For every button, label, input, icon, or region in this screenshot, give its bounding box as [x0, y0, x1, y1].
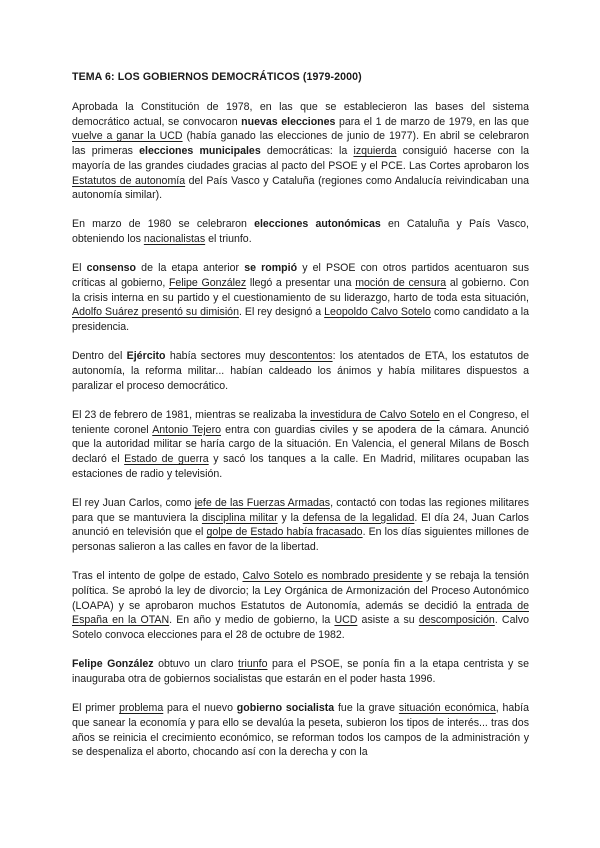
underlined-term: moción de censura [355, 277, 447, 290]
text-run: El primer [72, 702, 120, 715]
paragraph-8 [72, 657, 529, 686]
text-run: . En año y medio de gobierno, la [169, 614, 335, 627]
underlined-term: entrada de España en la OTAN [72, 599, 529, 627]
underlined-term: UCD [334, 614, 358, 627]
paragraph-1 [72, 100, 529, 203]
underlined-term: Estado de guerra [124, 453, 209, 466]
text-run: fue la grave [334, 702, 399, 715]
text-run: . El rey designó a [238, 306, 325, 319]
text-run: para el 1 de marzo de 1979, en las que [335, 115, 529, 128]
bold-term: consenso [86, 262, 137, 275]
bold-term: nuevas elecciones [241, 115, 336, 128]
underlined-term: Adolfo Suárez presentó su dimisión [72, 306, 239, 319]
underlined-term: jefe de las Fuerzas Armadas [194, 496, 331, 509]
bold-term: elecciones autonómicas [254, 218, 381, 231]
underlined-term: investidura de Calvo Sotelo [310, 408, 440, 421]
text-run: consiguió hacerse con la mayoría de las grandes ciudades gracias al pacto del PSOE y el PCE. Las Cortes aprobaron los [72, 145, 529, 172]
text-run: en el Congreso, el teniente coronel [72, 408, 529, 436]
document-body [72, 100, 529, 760]
text-run: El [72, 262, 87, 275]
text-run: , contactó con todas las regiones militares para que se mantuviera la [72, 496, 529, 524]
underlined-term: descontentos [269, 350, 333, 363]
underlined-term: descomposición [418, 614, 495, 627]
text-run: democráticas: la [260, 145, 354, 158]
text-run: y el PSOE con otros partidos acentuaron sus críticas al gobierno, [72, 262, 529, 290]
underlined-term: golpe de Estado había fracasado [206, 526, 363, 539]
underlined-term: Calvo Sotelo es nombrado presidente [242, 570, 423, 583]
paragraph-6 [72, 496, 529, 555]
text-run: , había que sanear la economía y para ello se devalúa la peseta, subieron los tipos de interés... tras dos años se reinicia el crecimiento económico, se reforman todos los campos de la administración y se despenaliza el aborto, chocando así con la derecha y con la [72, 702, 530, 759]
underlined-term: Estatutos de autonomía [72, 174, 186, 187]
paragraph-5 [72, 408, 529, 482]
text-run: llegó a presentar una [246, 277, 356, 290]
paragraph-3 [72, 261, 529, 335]
bold-term: Ejército [126, 350, 166, 363]
paragraph-9 [72, 701, 529, 760]
text-run: Tras el intento de golpe de estado, [72, 570, 243, 583]
underlined-term: triunfo [238, 658, 268, 671]
text-run: El rey Juan Carlos, como [72, 496, 195, 509]
text-run: En marzo de 1980 se celebraron [72, 218, 255, 231]
underlined-term: Leopoldo Calvo Sotelo [324, 306, 431, 319]
text-run: y sacó los tanques a la calle. En Madrid, militares ocupaban las estaciones de radio y televisión. [72, 453, 529, 480]
text-run: (había ganado las elecciones de junio de 1977). En abril se celebraron las primeras [72, 130, 529, 158]
text-run: Aprobada la Constitución de 1978, en las que se establecieron las bases del sistema democrático actual, se convocaron [72, 101, 529, 128]
bold-term: elecciones municipales [139, 145, 261, 158]
underlined-term: defensa de la legalidad [302, 511, 415, 524]
text-run: entra con guardias civiles y se apodera de la cámara. Anunció que la autoridad militar se haría cargo de la situación. En Valencia, el general Milans de Bosch declaró el [72, 423, 529, 466]
paragraph-7 [72, 569, 529, 643]
underlined-term: nacionalistas [143, 233, 206, 246]
text-run: había sectores muy [165, 350, 270, 363]
underlined-term: izquierda [353, 145, 397, 158]
text-run: . El día 24, Juan Carlos anunció en televisión que el [72, 511, 529, 539]
text-run: : los atentados de ETA, los estatutos de autonomía, la reforma militar... habían caldeado los ánimos y había militares dispuestos a paralizar el proceso democrático. [72, 350, 529, 392]
underlined-term: Antonio Tejero [152, 423, 221, 436]
text-run: Dentro del [72, 350, 127, 363]
text-run: y se rebaja la tensión política. Se aprobó la ley de divorcio; la Ley Orgánica de Armonización del Proceso Autonómico (LOAPA) y se aprobaron muchos Estatutos de Autonomía, además se decidió la [72, 570, 530, 612]
underlined-term: disciplina militar [201, 511, 278, 524]
text-run: en Cataluña y País Vasco, obteniendo los [72, 218, 529, 246]
paragraph-2 [72, 217, 529, 246]
text-run: al gobierno. Con la crisis interna en su partido y el cuestionamiento de su liderazgo, harto de toda esta situación, [72, 277, 529, 304]
underlined-term: vuelve a ganar la UCD [72, 130, 183, 143]
page-title: TEMA 6: LOS GOBIERNOS DEMOCRÁTICOS (1979-2000) [72, 71, 362, 83]
bold-term: se rompió [244, 262, 298, 275]
text-run: como candidato a la presidencia. [72, 306, 529, 334]
text-run: y la [277, 511, 303, 524]
text-run: . Calvo Sotelo convoca elecciones para el 28 de octubre de 1982. [72, 614, 530, 642]
bold-term: gobierno socialista [236, 702, 335, 715]
underlined-term: Felipe González [168, 277, 247, 290]
bold-term: Felipe González [72, 658, 154, 671]
underlined-term: situación económica [398, 702, 496, 715]
text-run: El 23 de febrero de 1981, mientras se realizaba la [72, 408, 311, 421]
text-run: . En los días siguientes millones de personas salieron a las calles en favor de la libertad. [72, 526, 529, 554]
text-run: obtuvo un claro [153, 658, 239, 671]
text-run: para el PSOE, se ponía fin a la etapa centrista y se inauguraba otra de gobiernos socialistas que estarán en el poder hasta 1996. [72, 658, 529, 685]
text-run: para el nuevo [163, 702, 237, 715]
paragraph-4 [72, 349, 529, 393]
text-run: asiste a su [357, 614, 419, 627]
text-run: de la etapa anterior [136, 262, 245, 275]
text-run: del País Vasco y Cataluña (regiones como Andalucía reivindicaban una autonomía similar). [72, 174, 529, 202]
underlined-term: problema [119, 702, 164, 715]
text-run: el triunfo. [205, 233, 252, 246]
